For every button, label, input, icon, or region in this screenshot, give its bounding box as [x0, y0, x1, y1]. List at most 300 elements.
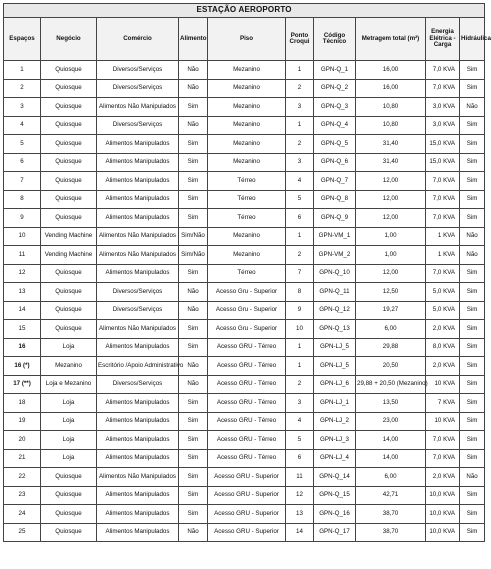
espacos-cell: 21	[4, 449, 41, 468]
comercio-cell: Alimentos Manipulados	[97, 486, 179, 505]
energia-cell: 1 KVA	[426, 246, 460, 265]
comercio-cell: Alimentos Manipulados	[97, 264, 179, 283]
hidraulica-cell: Sim	[460, 449, 485, 468]
metragem-cell: 29,88	[356, 338, 426, 357]
alimento-cell: Sim	[179, 412, 208, 431]
codigo-tecnico-cell: GPN-Q_5	[314, 135, 356, 154]
negocio-cell: Quiosque	[41, 523, 97, 542]
ponto-croqui-cell: 4	[286, 172, 314, 191]
energia-cell: 15,0 KVA	[426, 153, 460, 172]
header-espacos: Espaços	[4, 18, 41, 61]
alimento-cell: Sim	[179, 98, 208, 117]
energia-cell: 5,0 KVA	[426, 283, 460, 302]
piso-cell: Térreo	[208, 209, 286, 228]
piso-cell: Mezanino	[208, 79, 286, 98]
negocio-cell: Quiosque	[41, 98, 97, 117]
ponto-croqui-cell: 3	[286, 153, 314, 172]
alimento-cell: Não	[179, 523, 208, 542]
espacos-cell: 14	[4, 301, 41, 320]
table-row	[4, 486, 485, 505]
espacos-cell: 24	[4, 505, 41, 524]
alimento-cell: Não	[179, 357, 208, 376]
comercio-cell: Diversos/Serviços	[97, 61, 179, 80]
energia-cell: 7,0 KVA	[426, 79, 460, 98]
codigo-tecnico-cell: GPN-LJ_3	[314, 431, 356, 450]
metragem-cell: 31,40	[356, 135, 426, 154]
espacos-cell: 1	[4, 61, 41, 80]
metragem-cell: 14,00	[356, 431, 426, 450]
hidraulica-cell: Sim	[460, 135, 485, 154]
metragem-cell: 1,00	[356, 227, 426, 246]
negocio-cell: Loja	[41, 431, 97, 450]
title-row	[4, 4, 485, 18]
codigo-tecnico-cell: GPN-Q_16	[314, 505, 356, 524]
codigo-tecnico-cell: GPN-Q_8	[314, 190, 356, 209]
metragem-cell: 12,00	[356, 264, 426, 283]
codigo-tecnico-cell: GPN-Q_13	[314, 320, 356, 339]
piso-cell: Mezanino	[208, 135, 286, 154]
header-piso: Piso	[208, 18, 286, 61]
alimento-cell: Não	[179, 375, 208, 394]
energia-cell: 7,0 KVA	[426, 209, 460, 228]
comercio-cell: Alimentos Não Manipulados	[97, 246, 179, 265]
comercio-cell: Alimentos Manipulados	[97, 505, 179, 524]
hidraulica-cell: Não	[460, 246, 485, 265]
codigo-tecnico-cell: GPN-Q_2	[314, 79, 356, 98]
comercio-cell: Alimentos Manipulados	[97, 209, 179, 228]
table-row	[4, 172, 485, 191]
estacao-aeroporto-table	[3, 3, 491, 542]
negocio-cell: Quiosque	[41, 505, 97, 524]
table-row	[4, 523, 485, 542]
negocio-cell: Loja	[41, 394, 97, 413]
metragem-cell: 31,40	[356, 153, 426, 172]
codigo-tecnico-cell: GPN-Q_9	[314, 209, 356, 228]
alimento-cell: Não	[179, 116, 208, 135]
energia-cell: 10 KVA	[426, 375, 460, 394]
piso-cell: Térreo	[208, 264, 286, 283]
hidraulica-cell: Sim	[460, 264, 485, 283]
table-row	[4, 505, 485, 524]
alimento-cell: Não	[179, 301, 208, 320]
codigo-tecnico-cell: GPN-Q_10	[314, 264, 356, 283]
hidraulica-cell: Sim	[460, 375, 485, 394]
codigo-tecnico-cell: GPN-LJ_5	[314, 338, 356, 357]
espacos-cell: 16	[4, 338, 41, 357]
negocio-cell: Quiosque	[41, 320, 97, 339]
espacos-cell: 8	[4, 190, 41, 209]
ponto-croqui-cell: 5	[286, 431, 314, 450]
comercio-cell: Alimentos Manipulados	[97, 153, 179, 172]
codigo-tecnico-cell: GPN-Q_11	[314, 283, 356, 302]
espacos-cell: 4	[4, 116, 41, 135]
metragem-cell: 12,00	[356, 209, 426, 228]
negocio-cell: Vending Machine	[41, 246, 97, 265]
table-row	[4, 116, 485, 135]
codigo-tecnico-cell: GPN-Q_7	[314, 172, 356, 191]
alimento-cell: Sim	[179, 320, 208, 339]
ponto-croqui-cell: 2	[286, 375, 314, 394]
negocio-cell: Quiosque	[41, 190, 97, 209]
metragem-cell: 12,00	[356, 190, 426, 209]
comercio-cell: Alimentos Não Manipulados	[97, 98, 179, 117]
table-row	[4, 79, 485, 98]
energia-cell: 2,0 KVA	[426, 468, 460, 487]
piso-cell: Acesso GRU - Superior	[208, 486, 286, 505]
header-metragem-total: Metragem total (m²)	[356, 18, 426, 61]
energia-cell: 7 KVA	[426, 394, 460, 413]
alimento-cell: Sim	[179, 190, 208, 209]
hidraulica-cell: Sim	[460, 394, 485, 413]
codigo-tecnico-cell: GPN-Q_6	[314, 153, 356, 172]
piso-cell: Mezanino	[208, 98, 286, 117]
alimento-cell: Sim/Não	[179, 246, 208, 265]
table-row	[4, 61, 485, 80]
table-row	[4, 190, 485, 209]
comercio-cell: Alimentos Não Manipulados	[97, 320, 179, 339]
metragem-cell: 14,00	[356, 449, 426, 468]
ponto-croqui-cell: 13	[286, 505, 314, 524]
ponto-croqui-cell: 9	[286, 301, 314, 320]
energia-cell: 3,0 KVA	[426, 98, 460, 117]
ponto-croqui-cell: 1	[286, 227, 314, 246]
piso-cell: Mezanino	[208, 246, 286, 265]
negocio-cell: Quiosque	[41, 301, 97, 320]
codigo-tecnico-cell: GPN-Q_1	[314, 61, 356, 80]
codigo-tecnico-cell: GPN-Q_15	[314, 486, 356, 505]
table-row	[4, 135, 485, 154]
piso-cell: Acesso GRU - Térreo	[208, 357, 286, 376]
metragem-cell: 6,00	[356, 468, 426, 487]
table-body	[4, 61, 485, 542]
alimento-cell: Sim	[179, 486, 208, 505]
hidraulica-cell: Sim	[460, 412, 485, 431]
hidraulica-cell: Sim	[460, 79, 485, 98]
hidraulica-cell: Sim	[460, 357, 485, 376]
espacos-cell: 17 (**)	[4, 375, 41, 394]
energia-cell: 8,0 KVA	[426, 338, 460, 357]
piso-cell: Acesso GRU - Térreo	[208, 394, 286, 413]
alimento-cell: Sim	[179, 505, 208, 524]
table-row	[4, 338, 485, 357]
energia-cell: 3,0 KVA	[426, 116, 460, 135]
negocio-cell: Quiosque	[41, 135, 97, 154]
table-row	[4, 375, 485, 394]
energia-cell: 5,0 KVA	[426, 301, 460, 320]
negocio-cell: Loja e Mezanino	[41, 375, 97, 394]
piso-cell: Térreo	[208, 190, 286, 209]
table-row	[4, 227, 485, 246]
ponto-croqui-cell: 2	[286, 135, 314, 154]
ponto-croqui-cell: 3	[286, 394, 314, 413]
espacos-cell: 13	[4, 283, 41, 302]
comercio-cell: Alimentos Não Manipulados	[97, 468, 179, 487]
metragem-cell: 20,50	[356, 357, 426, 376]
alimento-cell: Sim	[179, 431, 208, 450]
comercio-cell: Alimentos Manipulados	[97, 412, 179, 431]
comercio-cell: Alimentos Manipulados	[97, 190, 179, 209]
espacos-cell: 6	[4, 153, 41, 172]
codigo-tecnico-cell: GPN-Q_17	[314, 523, 356, 542]
header-hidraulica: Hidráulica	[460, 18, 485, 61]
table-row	[4, 412, 485, 431]
ponto-croqui-cell: 8	[286, 283, 314, 302]
hidraulica-cell: Não	[460, 227, 485, 246]
codigo-tecnico-cell: GPN-VM_2	[314, 246, 356, 265]
espacos-cell: 22	[4, 468, 41, 487]
ponto-croqui-cell: 1	[286, 116, 314, 135]
header-negocio: Negócio	[41, 18, 97, 61]
ponto-croqui-cell: 7	[286, 264, 314, 283]
ponto-croqui-cell: 2	[286, 246, 314, 265]
piso-cell: Mezanino	[208, 227, 286, 246]
energia-cell: 7,0 KVA	[426, 61, 460, 80]
piso-cell: Acesso GRU - Térreo	[208, 375, 286, 394]
comercio-cell: Alimentos Manipulados	[97, 338, 179, 357]
metragem-cell: 42,71	[356, 486, 426, 505]
table-row	[4, 449, 485, 468]
alimento-cell: Sim	[179, 449, 208, 468]
metragem-cell: 12,00	[356, 172, 426, 191]
comercio-cell: Alimentos Manipulados	[97, 431, 179, 450]
espacos-cell: 23	[4, 486, 41, 505]
hidraulica-cell: Sim	[460, 116, 485, 135]
alimento-cell: Sim/Não	[179, 227, 208, 246]
ponto-croqui-cell: 1	[286, 357, 314, 376]
table-row	[4, 246, 485, 265]
espacos-cell: 16 (*)	[4, 357, 41, 376]
codigo-tecnico-cell: GPN-LJ_5	[314, 357, 356, 376]
espacos-cell: 15	[4, 320, 41, 339]
comercio-cell: Alimentos Manipulados	[97, 394, 179, 413]
espacos-cell: 5	[4, 135, 41, 154]
negocio-cell: Quiosque	[41, 283, 97, 302]
codigo-tecnico-cell: GPN-LJ_4	[314, 449, 356, 468]
hidraulica-cell: Sim	[460, 431, 485, 450]
metragem-cell: 19,27	[356, 301, 426, 320]
energia-cell: 7,0 KVA	[426, 431, 460, 450]
energia-cell: 7,0 KVA	[426, 449, 460, 468]
alimento-cell: Não	[179, 79, 208, 98]
negocio-cell: Quiosque	[41, 116, 97, 135]
hidraulica-cell: Sim	[460, 320, 485, 339]
table-row	[4, 283, 485, 302]
table-row	[4, 264, 485, 283]
comercio-cell: Alimentos Manipulados	[97, 523, 179, 542]
piso-cell: Mezanino	[208, 116, 286, 135]
piso-cell: Acesso Gru - Superior	[208, 283, 286, 302]
piso-cell: Acesso GRU - Térreo	[208, 431, 286, 450]
negocio-cell: Loja	[41, 338, 97, 357]
metragem-cell: 16,00	[356, 79, 426, 98]
table-row	[4, 320, 485, 339]
piso-cell: Térreo	[208, 172, 286, 191]
energia-cell: 7,0 KVA	[426, 172, 460, 191]
alimento-cell: Sim	[179, 264, 208, 283]
comercio-cell: Alimentos Manipulados	[97, 135, 179, 154]
piso-cell: Acesso GRU - Térreo	[208, 412, 286, 431]
negocio-cell: Quiosque	[41, 172, 97, 191]
comercio-cell: Diversos/Serviços	[97, 283, 179, 302]
espacos-cell: 2	[4, 79, 41, 98]
negocio-cell: Loja	[41, 412, 97, 431]
metragem-cell: 29,88 + 20,50 (Mezanino)	[356, 375, 426, 394]
header-energia-eletrica: Energia Elétrica - Carga	[426, 18, 460, 61]
ponto-croqui-cell: 14	[286, 523, 314, 542]
comercio-cell: Alimentos Manipulados	[97, 172, 179, 191]
energia-cell: 7,0 KVA	[426, 264, 460, 283]
alimento-cell: Sim	[179, 468, 208, 487]
comercio-cell: Alimentos Não Manipulados	[97, 227, 179, 246]
piso-cell: Mezanino	[208, 61, 286, 80]
energia-cell: 2,0 KVA	[426, 357, 460, 376]
codigo-tecnico-cell: GPN-Q_12	[314, 301, 356, 320]
negocio-cell: Mezanino	[41, 357, 97, 376]
metragem-cell: 38,70	[356, 523, 426, 542]
table-title: ESTAÇÃO AEROPORTO	[4, 4, 485, 18]
negocio-cell: Quiosque	[41, 61, 97, 80]
energia-cell: 10,0 KVA	[426, 523, 460, 542]
ponto-croqui-cell: 4	[286, 412, 314, 431]
hidraulica-cell: Sim	[460, 486, 485, 505]
metragem-cell: 10,80	[356, 98, 426, 117]
header-codigo-tecnico: Código Técnico	[314, 18, 356, 61]
energia-cell: 15,0 KVA	[426, 135, 460, 154]
alimento-cell: Sim	[179, 209, 208, 228]
piso-cell: Acesso GRU - Superior	[208, 468, 286, 487]
hidraulica-cell: Sim	[460, 172, 485, 191]
header-ponto-croqui: Ponto Croqui	[286, 18, 314, 61]
alimento-cell: Sim	[179, 172, 208, 191]
metragem-cell: 6,00	[356, 320, 426, 339]
espacos-cell: 20	[4, 431, 41, 450]
comercio-cell: Diversos/Serviços	[97, 79, 179, 98]
table-row	[4, 357, 485, 376]
ponto-croqui-cell: 12	[286, 486, 314, 505]
espacos-cell: 3	[4, 98, 41, 117]
comercio-cell: Diversos/Serviços	[97, 301, 179, 320]
energia-cell: 7,0 KVA	[426, 190, 460, 209]
codigo-tecnico-cell: GPN-LJ_2	[314, 412, 356, 431]
alimento-cell: Sim	[179, 338, 208, 357]
alimento-cell: Não	[179, 61, 208, 80]
hidraulica-cell: Sim	[460, 338, 485, 357]
ponto-croqui-cell: 3	[286, 98, 314, 117]
alimento-cell: Sim	[179, 394, 208, 413]
metragem-cell: 38,70	[356, 505, 426, 524]
header-alimento: Alimento	[179, 18, 208, 61]
ponto-croqui-cell: 1	[286, 338, 314, 357]
metragem-cell: 1,00	[356, 246, 426, 265]
negocio-cell: Vending Machine	[41, 227, 97, 246]
espacos-cell: 19	[4, 412, 41, 431]
hidraulica-cell: Não	[460, 98, 485, 117]
comercio-cell: Diversos/Serviços	[97, 116, 179, 135]
piso-cell: Acesso GRU - Térreo	[208, 449, 286, 468]
espacos-cell: 7	[4, 172, 41, 191]
codigo-tecnico-cell: GPN-LJ_6	[314, 375, 356, 394]
codigo-tecnico-cell: GPN-Q_4	[314, 116, 356, 135]
metragem-cell: 13,50	[356, 394, 426, 413]
energia-cell: 1 KVA	[426, 227, 460, 246]
ponto-croqui-cell: 2	[286, 79, 314, 98]
negocio-cell: Quiosque	[41, 209, 97, 228]
ponto-croqui-cell: 10	[286, 320, 314, 339]
metragem-cell: 16,00	[356, 61, 426, 80]
espacos-cell: 9	[4, 209, 41, 228]
alimento-cell: Não	[179, 283, 208, 302]
hidraulica-cell: Sim	[460, 153, 485, 172]
ponto-croqui-cell: 5	[286, 190, 314, 209]
negocio-cell: Quiosque	[41, 79, 97, 98]
hidraulica-cell: Sim	[460, 301, 485, 320]
alimento-cell: Sim	[179, 153, 208, 172]
negocio-cell: Loja	[41, 449, 97, 468]
metragem-cell: 12,50	[356, 283, 426, 302]
comercio-cell: Diversos/Serviços	[97, 375, 179, 394]
table-row	[4, 431, 485, 450]
metragem-cell: 10,80	[356, 116, 426, 135]
ponto-croqui-cell: 1	[286, 61, 314, 80]
codigo-tecnico-cell: GPN-LJ_1	[314, 394, 356, 413]
ponto-croqui-cell: 6	[286, 209, 314, 228]
header-row	[4, 18, 485, 61]
codigo-tecnico-cell: GPN-Q_14	[314, 468, 356, 487]
table-row	[4, 301, 485, 320]
hidraulica-cell: Não	[460, 468, 485, 487]
codigo-tecnico-cell: GPN-VM_1	[314, 227, 356, 246]
energia-cell: 10 KVA	[426, 412, 460, 431]
negocio-cell: Quiosque	[41, 153, 97, 172]
piso-cell: Acesso GRU - Térreo	[208, 338, 286, 357]
ponto-croqui-cell: 6	[286, 449, 314, 468]
table-row	[4, 209, 485, 228]
hidraulica-cell: Sim	[460, 523, 485, 542]
espacos-cell: 18	[4, 394, 41, 413]
espacos-cell: 10	[4, 227, 41, 246]
table-row	[4, 98, 485, 117]
table-row	[4, 468, 485, 487]
negocio-cell: Quiosque	[41, 264, 97, 283]
hidraulica-cell: Sim	[460, 61, 485, 80]
piso-cell: Acesso Gru - Superior	[208, 301, 286, 320]
hidraulica-cell: Sim	[460, 209, 485, 228]
alimento-cell: Sim	[179, 135, 208, 154]
energia-cell: 10,0 KVA	[426, 486, 460, 505]
espacos-cell: 25	[4, 523, 41, 542]
negocio-cell: Quiosque	[41, 468, 97, 487]
negocio-cell: Quiosque	[41, 486, 97, 505]
energia-cell: 10,0 KVA	[426, 505, 460, 524]
hidraulica-cell: Sim	[460, 283, 485, 302]
piso-cell: Acesso GRU - Superior	[208, 505, 286, 524]
comercio-cell: Escritório /Apoio Administrativo	[97, 357, 179, 376]
piso-cell: Acesso Gru - Superior	[208, 320, 286, 339]
ponto-croqui-cell: 11	[286, 468, 314, 487]
header-comercio: Comércio	[97, 18, 179, 61]
espacos-cell: 11	[4, 246, 41, 265]
spreadsheet-sheet	[3, 3, 491, 566]
hidraulica-cell: Sim	[460, 505, 485, 524]
metragem-cell: 23,00	[356, 412, 426, 431]
table-row	[4, 153, 485, 172]
piso-cell: Mezanino	[208, 153, 286, 172]
comercio-cell: Alimentos Manipulados	[97, 449, 179, 468]
codigo-tecnico-cell: GPN-Q_3	[314, 98, 356, 117]
piso-cell: Acesso GRU - Superior	[208, 523, 286, 542]
hidraulica-cell: Sim	[460, 190, 485, 209]
table-row	[4, 394, 485, 413]
